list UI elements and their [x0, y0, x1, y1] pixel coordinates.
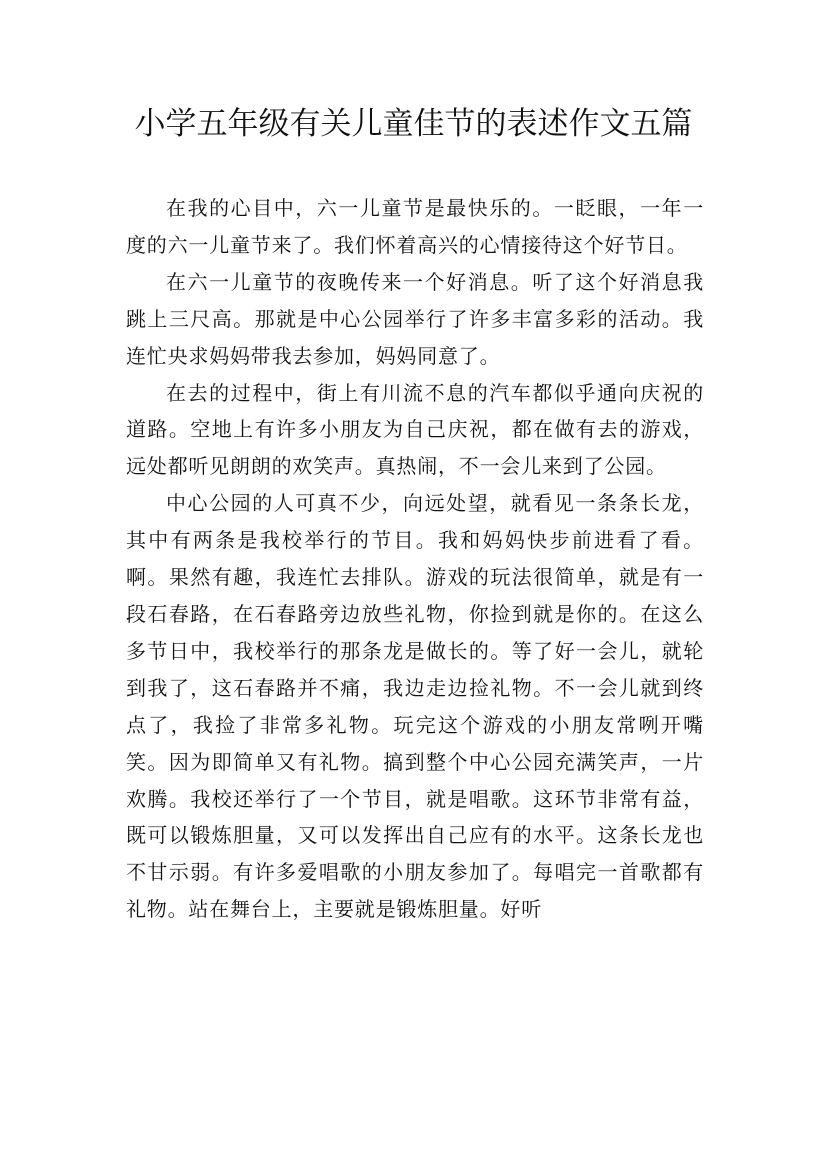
paragraph: 在去的过程中，街上有川流不息的汽车都似乎通向庆祝的道路。空地上有许多小朋友为自己庆祝，都在做有去的游戏，远处都听见朗朗的欢笑声。真热闹，不一会儿来到了公园。	[126, 380, 704, 479]
paragraph: 中心公园的人可真不少，向远处望，就看见一条条长龙，其中有两条是我校举行的节目。我和妈妈快步前进看了看。啊。果然有趣，我连忙去排队。游戏的玩法很简单，就是有一段石春路，在石春路旁边放些礼物，你捡到就是你的。在这么多节日中，我校举行的那条龙是做长的。等了好一会儿，就轮到我了，这石春路并不痛，我边走边捡礼物。不一会儿就到终点了，我捡了非常多礼物。玩完这个游戏的小朋友常咧开嘴笑。因为即简单又有礼物。搞到整个中心公园充满笑声，一片欢腾。我校还举行了一个节目，就是唱歌。这环节非常有益，既可以锻炼胆量，又可以发挥出自己应有的水平。这条长龙也不甘示弱。有许多爱唱歌的小朋友参加了。每唱完一首歌都有礼物。站在舞台上，主要就是锻炼胆量。好听	[126, 491, 704, 922]
page-title: 小学五年级有关儿童佳节的表述作文五篇	[134, 106, 693, 142]
paragraph: 在我的心目中，六一儿童节是最快乐的。一眨眼，一年一度的六一儿童节来了。我们怀着高兴的心情接待这个好节日。	[126, 196, 704, 257]
paragraph: 在六一儿童节的夜晚传来一个好消息。听了这个好消息我跳上三尺高。那就是中心公园举行了许多丰富多彩的活动。我连忙央求妈妈带我去参加，妈妈同意了。	[126, 269, 704, 368]
article-body	[126, 190, 704, 928]
